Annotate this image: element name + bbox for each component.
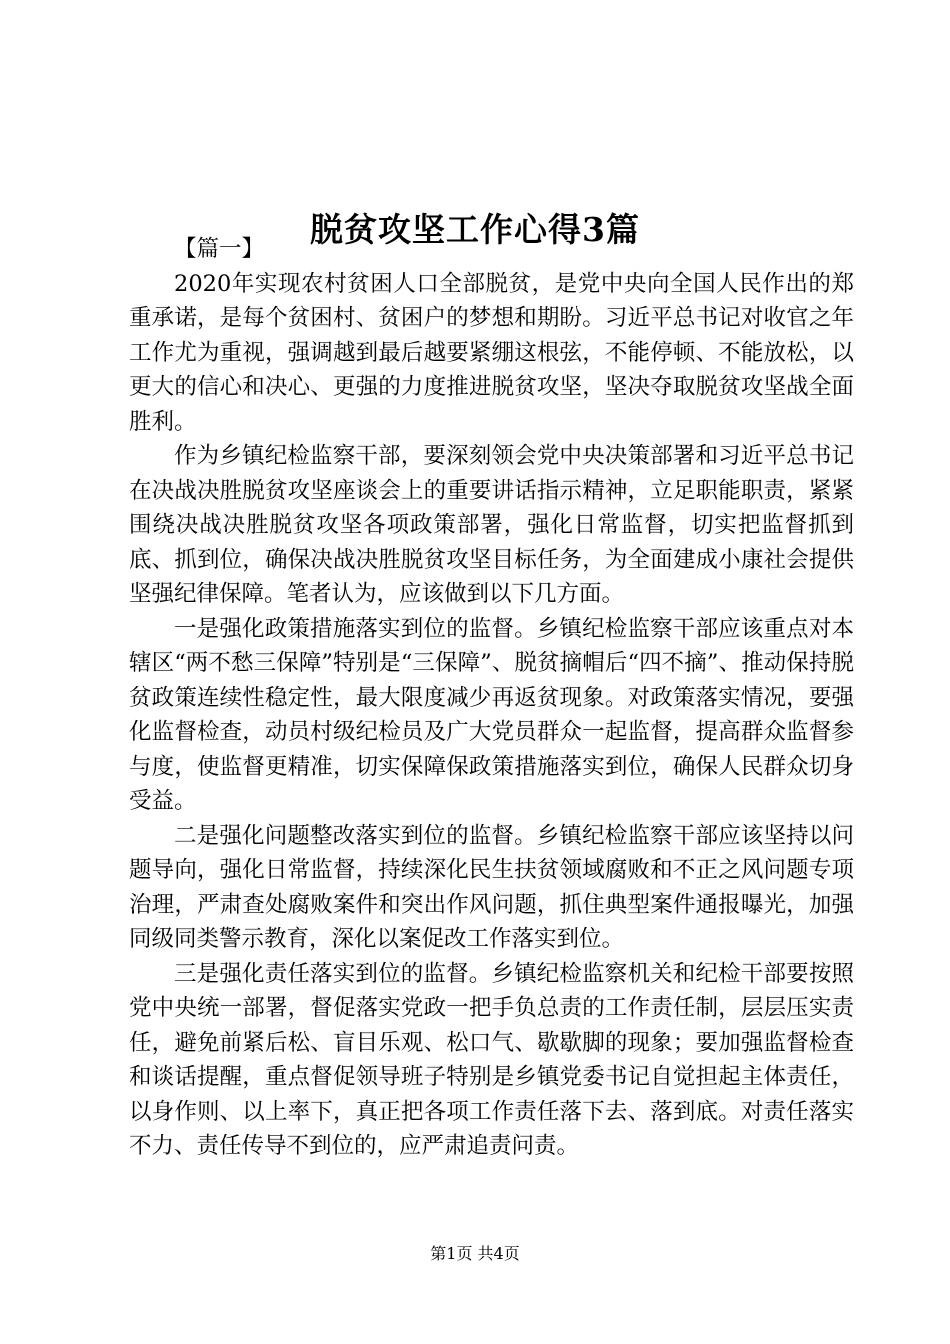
paragraph-3: 一是强化政策措施落实到位的监督。乡镇纪检监察干部应该重点对本辖区“两不愁三保障”特别是“三保障”、脱贫摘帽后“四不摘”、推动保持脱贫政策连续性稳定性，最大限度减少再返贫现象。对政策落实情况，要强化监督检查，动员村级纪检员及广大党员群众一起监督，提高群众监督参与度，使监督更精准，切实保障保政策措施落实到位，确保人民群众切身受益。 [129, 615, 854, 814]
page-title: 脱贫攻坚工作心得3篇 [310, 210, 640, 250]
section-heading: 【篇一】 [174, 236, 265, 262]
paragraph-4: 二是强化问题整改落实到位的监督。乡镇纪检监察干部应该坚持以问题导向，强化日常监督，持续深化民生扶贫领域腐败和不正之风问题专项治理，严肃查处腐败案件和突出作风问题，抓住典型案件通报曝光，加强同级同类警示教育，深化以案促改工作落实到位。 [129, 822, 854, 952]
paragraph-5: 三是强化责任落实到位的监督。乡镇纪检监察机关和纪检干部要按照党中央统一部署，督促落实党政一把手负总责的工作责任制，层层压实责任，避免前紧后松、盲目乐观、松口气、歇歇脚的现象；要加强监督检查和谈话提醒，重点督促领导班子特别是乡镇党委书记自觉担起主体责任，以身作则、以上率下，真正把各项工作责任落下去、落到底。对责任落实不力、责任传导不到位的，应严肃追责问责。 [129, 960, 854, 1159]
paragraph-1: 2020年实现农村贫困人口全部脱贫，是党中央向全国人民作出的郑重承诺，是每个贫困村、贫困户的梦想和期盼。习近平总书记对收官之年工作尤为重视，强调越到最后越要紧绷这根弦，不能停顿、不能放松，以更大的信心和决心、更强的力度推进脱贫攻坚，坚决夺取脱贫攻坚战全面胜利。 [129, 270, 854, 435]
document-body [129, 232, 854, 1164]
page-footer: 第1页 共4页 [430, 1244, 520, 1263]
paragraph-2: 作为乡镇纪检监察干部，要深刻领会党中央决策部署和习近平总书记在决战决胜脱贫攻坚座谈会上的重要讲话指示精神，立足职能职责，紧紧围绕决战决胜脱贫攻坚各项政策部署，强化日常监督，切实把监督抓到底、抓到位，确保决战决胜脱贫攻坚目标任务，为全面建成小康社会提供坚强纪律保障。笔者认为，应该做到以下几方面。 [129, 443, 854, 607]
